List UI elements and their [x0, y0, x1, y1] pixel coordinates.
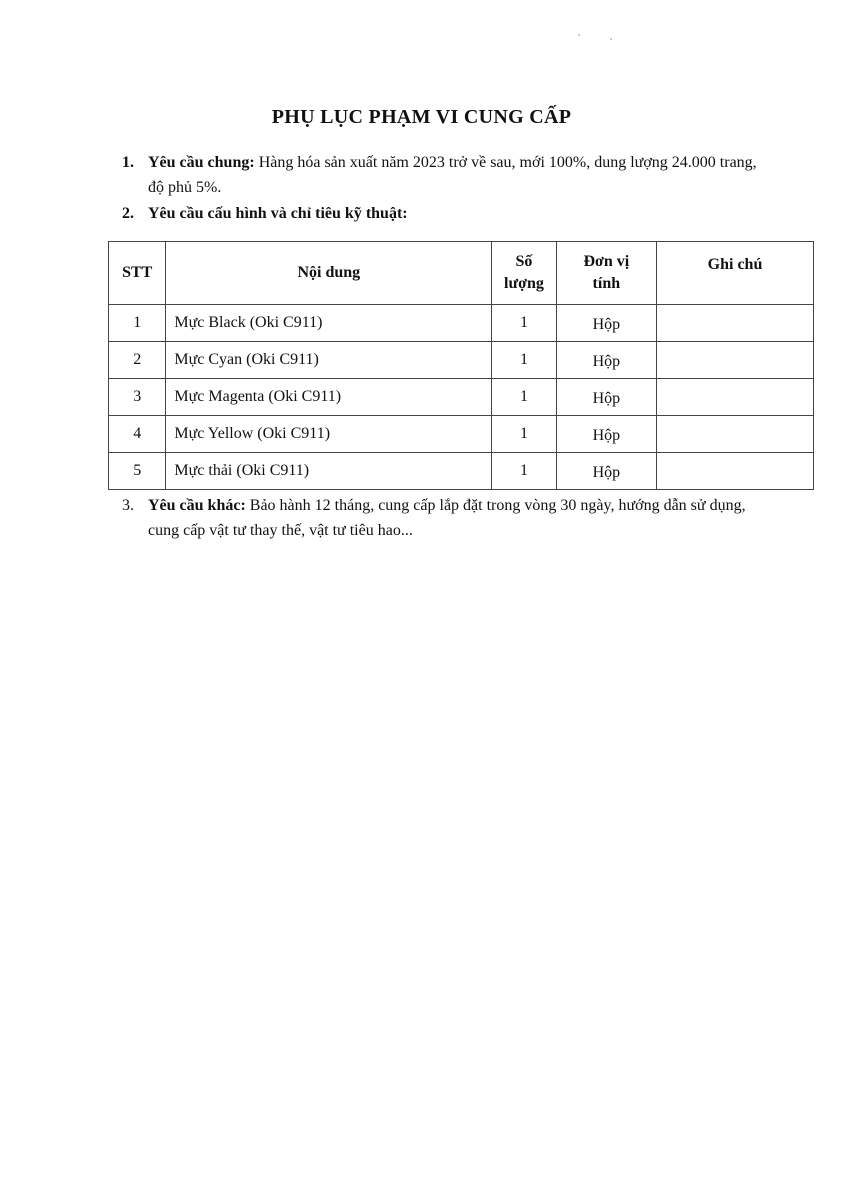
table-header-row — [109, 242, 814, 305]
cell-content: Mực Magenta (Oki C911) — [166, 379, 492, 416]
cell-stt: 2 — [109, 342, 166, 379]
header-quantity-line1: Số — [515, 253, 533, 270]
cell-stt: 1 — [109, 305, 166, 342]
cell-unit: Hộp — [556, 416, 656, 453]
specification-table — [108, 241, 814, 490]
table-row — [109, 416, 814, 453]
header-unit-line2: tính — [592, 275, 621, 292]
cell-note — [657, 453, 814, 490]
requirement-body — [148, 201, 768, 226]
requirement-general — [122, 150, 782, 200]
requirement-text: Hàng hóa sản xuất năm 2023 trở về sau, mới 100%, dung lượng 24.000 trang, độ phủ 5%. — [148, 154, 757, 196]
cell-quantity: 1 — [492, 453, 556, 490]
cell-unit: Hộp — [556, 453, 656, 490]
requirement-technical — [122, 201, 782, 227]
requirement-label: Yêu cầu chung: — [148, 154, 255, 171]
requirement-body — [148, 493, 768, 543]
table-row — [109, 453, 814, 490]
requirement-label: Yêu cầu khác: — [148, 497, 246, 514]
requirement-text: Bảo hành 12 tháng, cung cấp lắp đặt trong vòng 30 ngày, hướng dẫn sử dụng, cung cấp vật tư thay thế, vật tư tiêu hao... — [148, 497, 746, 539]
cell-quantity: 1 — [492, 305, 556, 342]
cell-unit: Hộp — [556, 379, 656, 416]
header-content: Nội dung — [166, 242, 492, 305]
requirement-label: Yêu cầu cấu hình và chỉ tiêu kỹ thuật: — [148, 205, 408, 222]
cell-content: Mực Cyan (Oki C911) — [166, 342, 492, 379]
cell-quantity: 1 — [492, 416, 556, 453]
cell-quantity: 1 — [492, 379, 556, 416]
header-quantity-line2: lượng — [504, 275, 544, 292]
requirement-number: 1. — [122, 154, 134, 171]
cell-content: Mực thải (Oki C911) — [166, 453, 492, 490]
header-unit — [556, 242, 656, 305]
cell-unit: Hộp — [556, 305, 656, 342]
table-row — [109, 305, 814, 342]
header-unit-line1: Đơn vị — [583, 253, 630, 270]
table-header — [109, 242, 814, 305]
cell-content: Mực Black (Oki C911) — [166, 305, 492, 342]
document-title: PHỤ LỤC PHẠM VI CUNG CẤP — [271, 106, 572, 128]
header-stt: STT — [109, 242, 166, 305]
cell-content: Mực Yellow (Oki C911) — [166, 416, 492, 453]
scan-specks — [578, 34, 618, 40]
requirement-number: 3. — [122, 497, 134, 514]
cell-stt: 3 — [109, 379, 166, 416]
cell-stt: 4 — [109, 416, 166, 453]
cell-note — [657, 342, 814, 379]
header-quantity — [492, 242, 556, 305]
header-note: Ghi chú — [657, 242, 814, 305]
cell-unit: Hộp — [556, 342, 656, 379]
cell-stt: 5 — [109, 453, 166, 490]
cell-note — [657, 416, 814, 453]
cell-quantity: 1 — [492, 342, 556, 379]
table-row — [109, 379, 814, 416]
table-row — [109, 342, 814, 379]
table-body — [109, 305, 814, 490]
requirement-body — [148, 150, 768, 200]
requirement-other — [122, 493, 782, 543]
cell-note — [657, 379, 814, 416]
requirement-number: 2. — [122, 205, 134, 222]
cell-note — [657, 305, 814, 342]
